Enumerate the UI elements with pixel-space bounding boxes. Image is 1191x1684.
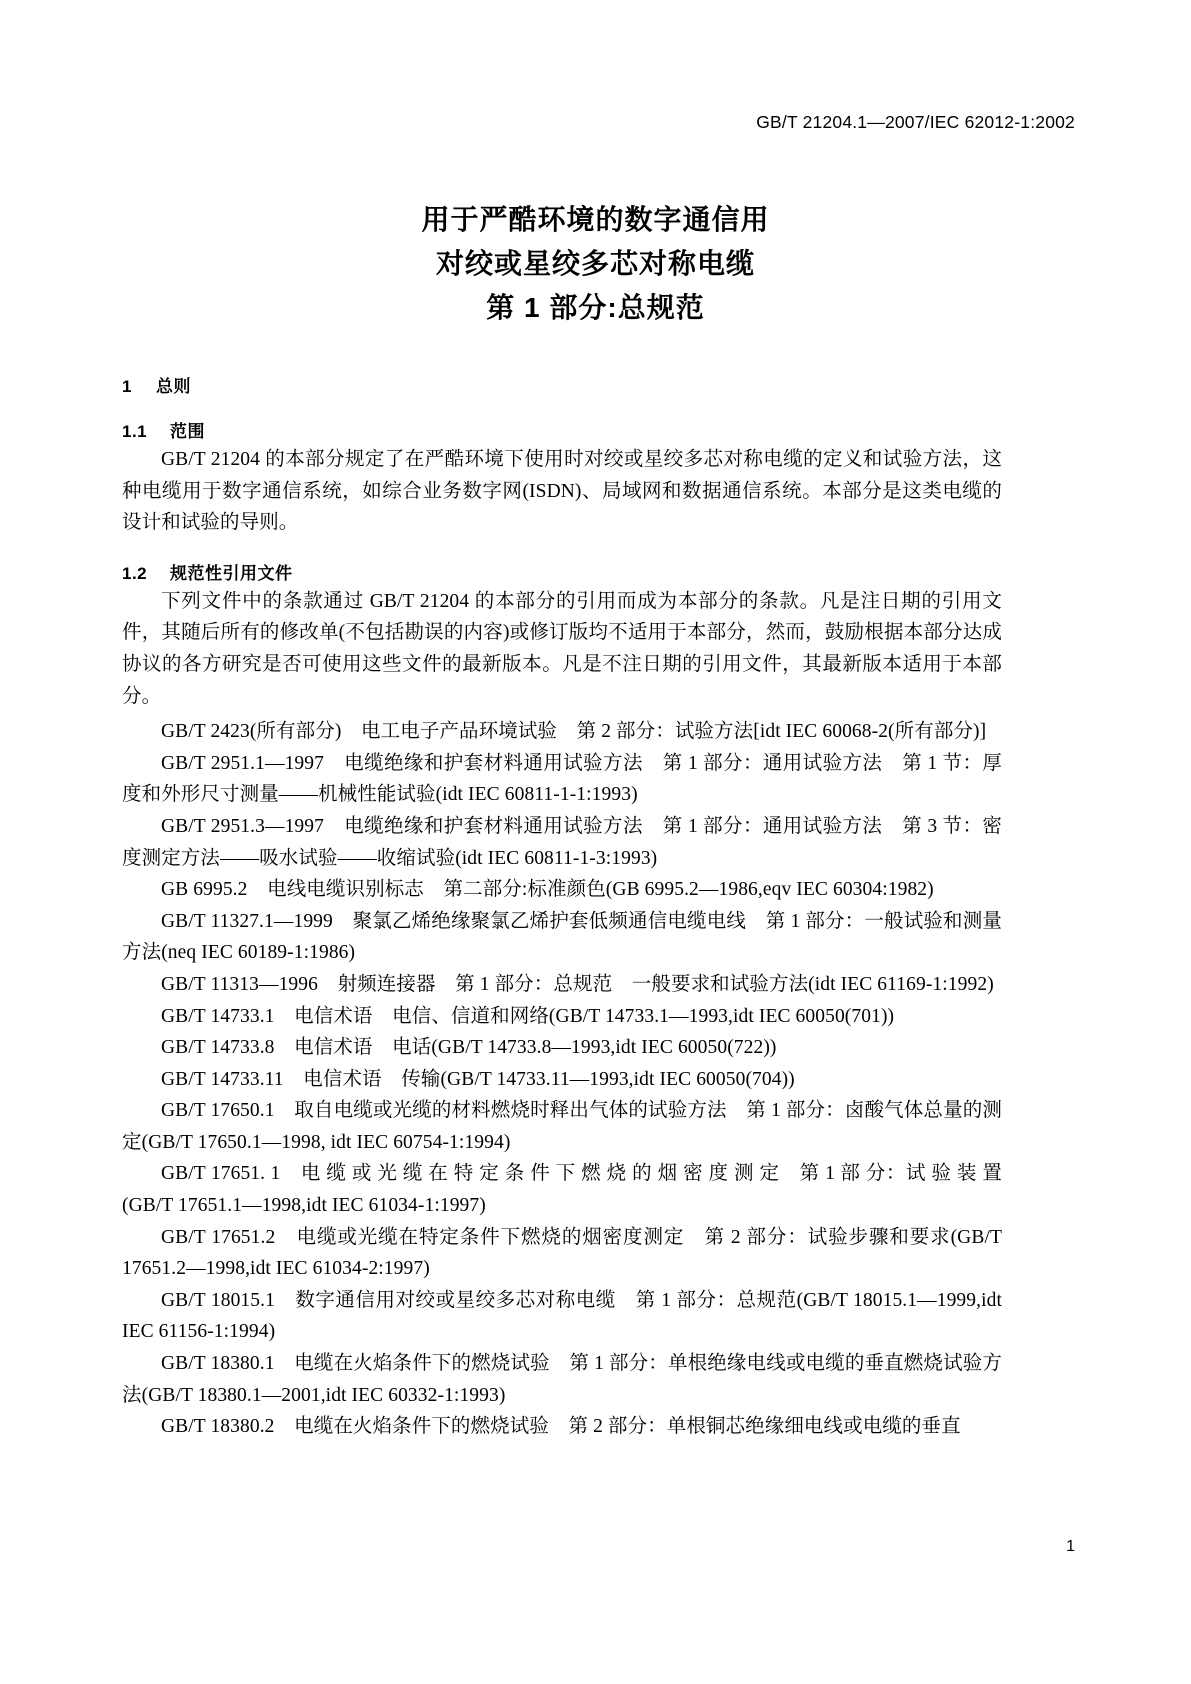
reference-item: GB/T 17651. 1 电 缆 或 光 缆 在 特 定 条 件 下 燃 烧 的 烟 密 度 测 定 第 1 部 分：试 验 装 置(GB/T 17651.1—1998,idt IEC 61034-1:1997)	[122, 1163, 1002, 1217]
document-title	[0, 198, 1191, 330]
reference-item: GB/T 18380.1 电缆在火焰条件下的燃烧试验 第 1 部分：单根绝缘电线或电缆的垂直燃烧试验方法(GB/T 18380.1—2001,idt IEC 60332-1:1993)	[122, 1353, 1002, 1406]
reference-item: GB/T 11313—1996 射频连接器 第 1 部分：总规范 一般要求和试验方法(idt IEC 61169-1:1992)	[161, 973, 994, 995]
paragraph-normative-references: 下列文件中的条款通过 GB/T 21204 的本部分的引用而成为本部分的条款。凡是注日期的引用文件，其随后所有的修改单(不包括勘误的内容)或修订版均不适用于本部分，然而，鼓励根据本部分达成协议的各方研究是否可使用这些文件的最新版本。凡是不注日期的引用文件，其最新版本适用于本部分。	[122, 590, 1002, 707]
reference-item: GB/T 18380.2 电缆在火焰条件下的燃烧试验 第 2 部分：单根铜芯绝缘细电线或电缆的垂直	[161, 1416, 961, 1438]
reference-item: GB/T 14733.1 电信术语 电信、信道和网络(GB/T 14733.1—1993,idt IEC 60050(701))	[161, 1005, 895, 1027]
reference-item: GB/T 2951.1—1997 电缆绝缘和护套材料通用试验方法 第 1 部分：通用试验方法 第 1 节：厚度和外形尺寸测量——机械性能试验(idt IEC 60811-1-1:1993)	[122, 752, 1002, 806]
section-heading-1	[122, 372, 1002, 397]
reference-item: GB/T 11327.1—1999 聚氯乙烯绝缘聚氯乙烯护套低频通信电缆电线 第 1 部分：一般试验和测量方法(neq IEC 60189-1:1986)	[122, 910, 1002, 964]
reference-item: GB/T 17650.1 取自电缆或光缆的材料燃烧时释出气体的试验方法 第 1 部分：卤酸气体总量的测定(GB/T 17650.1—1998, idt IEC 60754-1:1994)	[122, 1100, 1002, 1153]
document-body	[122, 372, 1002, 1443]
paragraph-scope: GB/T 21204 的本部分规定了在严酷环境下使用时对绞或星绞多芯对称电缆的定义和试验方法，这种电缆用于数字通信系统，如综合业务数字网(ISDN)、局域网和数据通信系统。本部分是这类电缆的设计和试验的导则。	[122, 449, 1002, 534]
reference-item: GB/T 17651.2 电缆或光缆在特定条件下燃烧的烟密度测定 第 2 部分：试验步骤和要求(GB/T 17651.2—1998,idt IEC 61034-2:1997)	[122, 1226, 1002, 1280]
reference-item: GB/T 2951.3—1997 电缆绝缘和护套材料通用试验方法 第 1 部分：通用试验方法 第 3 节：密度测定方法——吸水试验——收缩试验(idt IEC 60811-1-3:1993)	[122, 815, 1002, 869]
section-number-1-2: 1.2	[122, 563, 148, 583]
section-title-1-2: 规范性引用文件	[170, 563, 293, 583]
title-line-3: 第 1 部分:总规范	[486, 292, 705, 323]
section-number-1-1: 1.1	[122, 422, 148, 441]
reference-item: GB/T 14733.8 电信术语 电话(GB/T 14733.8—1993,idt IEC 60050(722))	[161, 1037, 777, 1059]
section-title-1: 总则	[156, 377, 191, 396]
reference-list	[122, 716, 1002, 1443]
running-header-standard-code: GB/T 21204.1—2007/IEC 62012-1:2002	[756, 112, 1075, 132]
page-number: 1	[1066, 1538, 1075, 1555]
section-title-1-1: 范围	[170, 422, 205, 441]
reference-item: GB/T 14733.11 电信术语 传输(GB/T 14733.11—1993,idt IEC 60050(704))	[161, 1068, 795, 1090]
reference-item: GB 6995.2 电线电缆识别标志 第二部分:标准颜色(GB 6995.2—1986,eqv IEC 60304:1982)	[161, 879, 934, 901]
title-line-2: 对绞或星绞多芯对称电缆	[435, 248, 755, 279]
title-line-1: 用于严酷环境的数字通信用	[421, 204, 770, 235]
reference-item: GB/T 18015.1 数字通信用对绞或星绞多芯对称电缆 第 1 部分：总规范(GB/T 18015.1—1999,idt IEC 61156-1:1994)	[122, 1289, 1002, 1343]
reference-item: GB/T 2423(所有部分) 电工电子产品环境试验 第 2 部分：试验方法[idt IEC 60068-2(所有部分)]	[161, 721, 987, 743]
section-number-1: 1	[122, 377, 132, 396]
section-heading-1-1	[122, 417, 1002, 442]
section-heading-1-2	[122, 559, 1002, 584]
